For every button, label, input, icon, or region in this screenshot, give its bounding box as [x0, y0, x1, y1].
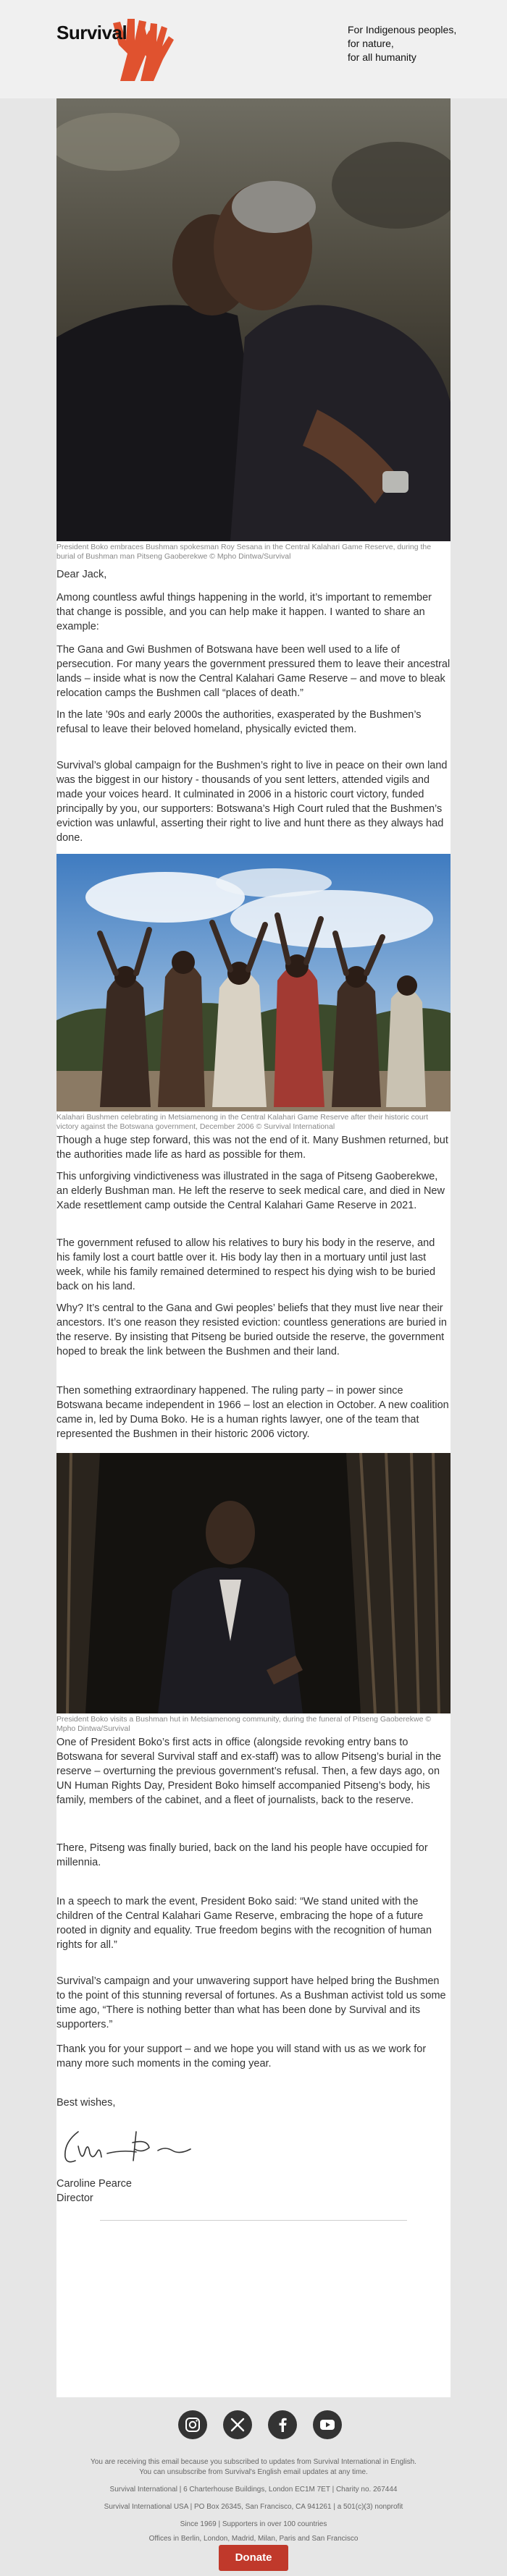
paragraph-11: There, Pitseng was finally buried, back on the land his people have occupied for millennia.	[56, 1842, 428, 1868]
email-content	[56, 98, 451, 2397]
photo-boko-hut	[56, 1453, 451, 1713]
facebook-icon	[268, 2410, 297, 2439]
paragraph-1: Among countless awful things happening in the world, it’s important to remember that change is possible, and you can help make it happen. I wanted to share an example:	[56, 592, 432, 632]
survival-logo[interactable]	[56, 16, 187, 88]
donate-button[interactable]: Donate	[219, 2545, 288, 2571]
signature-image	[56, 2124, 201, 2168]
since-note: Since 1969 | Supporters in over 100 countries	[180, 2520, 327, 2528]
uk-address: Survival International | 6 Charterhouse Buildings, London EC1M 7ET | Charity no. 267444	[109, 2486, 398, 2494]
paragraph-9: Then something extraordinary happened. The ruling party – in power since Botswana became independent in 1966 – lost an election in October. A new coalition came in, led by Duma Boko. He is a human rights lawyer, one of the team that represented the Bushmen in their historic 2006 victory.	[56, 1385, 449, 1440]
offices-note: Offices in Berlin, London, Madrid, Milan, Paris and San Francisco	[148, 2535, 359, 2543]
us-address: Survival International USA | PO Box 26345, San Francisco, CA 941261 | a 501(c)(3) nonprofit	[104, 2503, 403, 2511]
paragraph-3: In the late ’90s and early 2000s the authorities, exasperated by the Bushmen’s refusal to leave their beloved homeland, physically evicted them.	[56, 709, 422, 735]
photo-boko-embrace	[56, 98, 451, 541]
paragraph-4: Survival’s global campaign for the Bushmen’s right to live in peace on their own land was the biggest in our history - thousands of you sent letters, attended vigils and made your voices heard. It culminated in 2006 in a historic court victory, funded principally by you, our supporters: Botswana’s High Court ruled that the Bushmen’s eviction was unlawful, asserting their right to live and hunt there as they always had done.	[56, 760, 448, 844]
instagram-icon	[178, 2410, 207, 2439]
subscription-note: You are receiving this email because you subscribed to updates from Survival International in English.	[91, 2458, 416, 2466]
divider	[100, 2220, 407, 2221]
photo-caption-3: President Boko visits a Bushman hut in Metsiamenong community, during the funeral of Pitseng Gaoberekwe © Mpho Dintwa/Survival	[56, 1715, 432, 1733]
unsubscribe-note[interactable]: You can unsubscribe from Survival's English email updates at any time.	[139, 2468, 368, 2476]
facebook-link[interactable]	[268, 2410, 297, 2439]
instagram-link[interactable]	[178, 2410, 207, 2439]
paragraph-5: Though a huge step forward, this was not the end of it. Many Bushmen returned, but the authorities made life as hard as possible for them.	[56, 1135, 448, 1161]
photo-caption-2: Kalahari Bushmen celebrating in Metsiamenong in the Central Kalahari Game Reserve after their historic court victory against the Botswana government, December 2006 © Survival International	[56, 1113, 429, 1131]
photo-caption-1: President Boko embraces Bushman spokesman Roy Sesana in the Central Kalahari Game Reserve, during the burial of Bushman man Pitseng Gaoberekwe © Mpho Dintwa/Survival	[56, 543, 432, 561]
signature-name: Caroline Pearce	[56, 2178, 132, 2190]
paragraph-2: The Gana and Gwi Bushmen of Botswana have been well used to a life of persecution. For many years the government pressured them to leave their ancestral lands – inside what is now the Central Kalahari Game Reserve – and move to bleak relocation camps the Bushmen call “places of death.”	[56, 644, 451, 699]
paragraph-8: Why? It’s central to the Gana and Gwi peoples’ beliefs that they must live near their ancestors. It’s one reason they resisted eviction: countless generations are buried in the reserve. By insisting that Pitseng be buried outside the reserve, the government hoped to break the link between the Bushmen and their land.	[56, 1302, 447, 1357]
tagline-line-3: for all humanity	[348, 51, 416, 63]
signature-title: Director	[56, 2192, 93, 2204]
x-icon	[223, 2410, 252, 2439]
tagline-line-1: For Indigenous peoples,	[348, 24, 457, 35]
youtube-icon	[313, 2410, 342, 2439]
paragraph-13: Survival’s campaign and your unwavering support have helped bring the Bushmen to the point of this stunning reversal of fortunes. As a Bushman activist told us some time ago, “There is nothing better than what has been done by Survival and its supporters.”	[56, 1975, 446, 2030]
paragraph-12: In a speech to mark the event, President Boko said: “We stand united with the children of the Central Kalahari Game Reserve, embracing the hope of a future rooted in dignity and equality. True freedom begins with the recognition of human rights for all.”	[56, 1896, 432, 1951]
paragraph-7: The government refused to allow his relatives to bury his body in the reserve, and his family lost a court battle over it. His body lay then in a mortuary until just last week, while his family remained determined to respect his dying wish to be buried back on his land.	[56, 1237, 436, 1292]
paragraph-10: One of President Boko’s first acts in office (alongside revoking entry bans to Botswana for several Survival staff and ex-staff) was to allow Pitseng’s burial in the reserve – overturning the previous government’s refusal. Then, a few days ago, on UN Human Rights Day, President Boko himself accompanied Pitseng’s body, his family, members of the cabinet, and a fleet of journalists, back to the reserve.	[56, 1737, 442, 1806]
paragraph-6: This unforgiving vindictiveness was illustrated in the saga of Pitseng Gaoberekwe, an elderly Bushman man. He left the reserve to seek medical care, and died in New Xade resettlement camp outside the Central Kalahari Game Reserve in 2021.	[56, 1171, 445, 1211]
photo-bushmen-celebrating	[56, 854, 451, 1111]
brand-name: Survival	[56, 22, 127, 43]
email-header	[0, 0, 507, 98]
signoff: Best wishes,	[56, 2097, 116, 2109]
tagline	[348, 23, 456, 64]
paragraph-14: Thank you for your support – and we hope you will stand with us as we work for many more such moments in the coming year.	[56, 2043, 427, 2069]
youtube-link[interactable]	[313, 2410, 342, 2439]
tagline-line-2: for nature,	[348, 38, 394, 49]
x-link[interactable]	[223, 2410, 252, 2439]
greeting: Dear Jack,	[56, 569, 107, 580]
